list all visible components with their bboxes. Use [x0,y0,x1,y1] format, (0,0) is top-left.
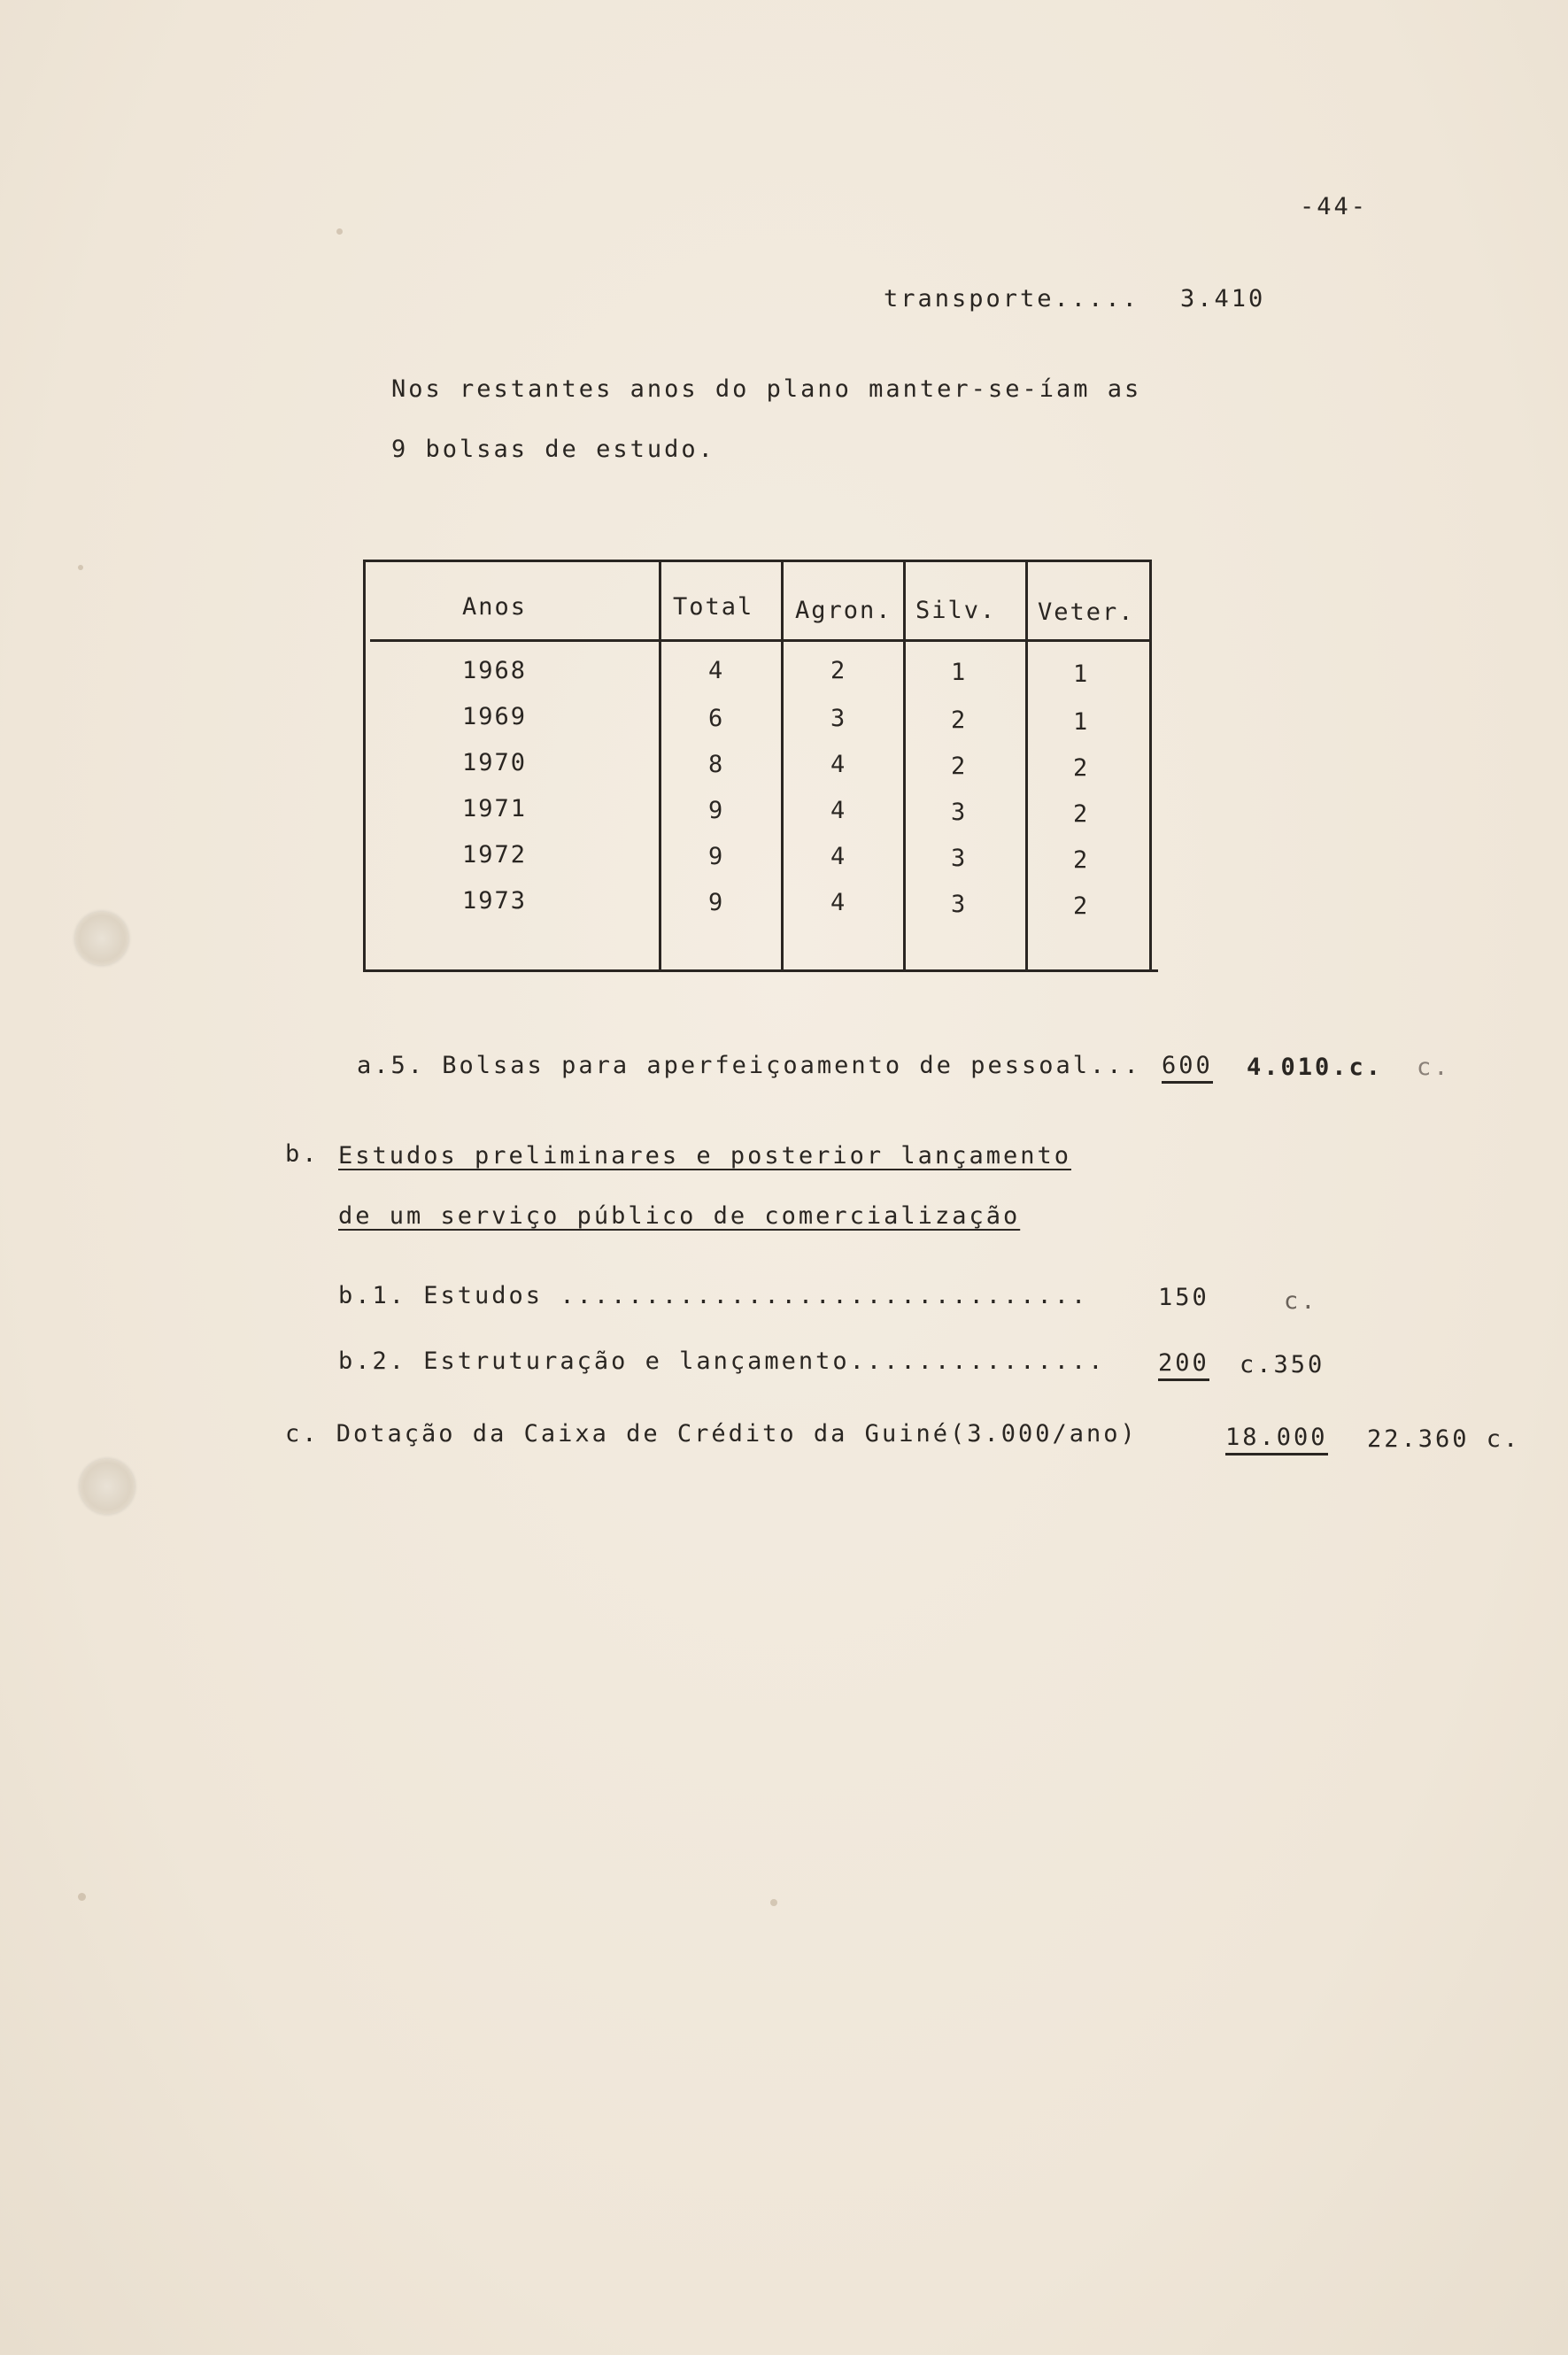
item-c-value: 18.000 [1225,1425,1328,1455]
item-b-title-line2: de um serviço público de comercialização [338,1202,1021,1230]
stain-spot [336,228,343,235]
table-cell: 2 [830,657,847,684]
table-cell: 4 [830,889,847,916]
table-cell: 8 [708,751,725,778]
header-total: Total [673,593,754,621]
stain-spot [78,1893,86,1901]
item-b1-label: b.1. Estudos ............................... [338,1282,1089,1309]
table-cell: 3 [951,799,968,826]
stain-spot [770,1899,777,1906]
item-b2-value: 200 [1158,1351,1209,1381]
transport-label: transporte..... [884,285,1139,313]
table-cell: 3 [830,705,847,732]
table-cell: 3 [951,891,968,918]
item-a5-total: 4.010.c. [1247,1054,1384,1081]
page-number: -44- [1300,193,1369,220]
table-cell: 4 [830,751,847,778]
table-cell: 1 [1073,660,1090,688]
table-cell: 4 [708,657,725,684]
header-anos: Anos [462,593,528,621]
table-cell: 2 [1073,754,1090,782]
table-cell: 4 [830,843,847,870]
table-top-border [363,560,1151,562]
table-row: 1971 [462,795,528,822]
scholarship-table [363,560,1151,971]
item-c-total: 22.360 c. [1367,1425,1521,1453]
table-cell: 2 [1073,800,1090,828]
intro-line-1: Nos restantes anos do plano manter-se-íam as [391,375,1142,403]
table-row: 1970 [462,749,528,776]
item-c-label: c. Dotação da Caixa de Crédito da Guiné(3.000/ano) [285,1420,1138,1448]
table-col-divider [903,560,906,971]
table-col-divider [659,560,661,971]
table-row: 1969 [462,703,528,730]
item-b-marker: b. [285,1140,320,1168]
item-b2-total: c.350 [1240,1351,1325,1378]
table-cell: 2 [951,753,968,780]
table-left-border [363,560,366,971]
table-row: 1968 [462,657,528,684]
item-b-title-line1: Estudos preliminares e posterior lançamento [338,1142,1071,1170]
header-agron: Agron. [795,597,892,624]
table-cell: 2 [1073,892,1090,920]
table-right-border [1149,560,1152,971]
table-cell: 4 [830,797,847,824]
item-a5-suffix: c. [1417,1054,1451,1081]
table-row: 1973 [462,887,528,915]
punch-hole-top [75,912,128,965]
table-cell: 2 [951,706,968,734]
header-veter: Veter. [1038,598,1135,626]
table-bottom-border [363,969,1158,972]
table-header-divider [370,639,1149,642]
header-silv: Silv. [915,597,997,624]
table-row: 1972 [462,841,528,869]
table-cell: 6 [708,705,725,732]
item-b1-value: 150 [1158,1284,1209,1311]
table-cell: 1 [1073,708,1090,736]
item-b2-label: b.2. Estruturação e lançamento............... [338,1347,1106,1375]
transport-value: 3.410 [1180,285,1266,313]
item-b1-suffix: c. [1284,1287,1318,1315]
item-a5-value: 600 [1162,1054,1213,1084]
table-cell: 2 [1073,846,1090,874]
table-cell: 9 [708,797,725,824]
stain-spot [78,565,83,570]
table-col-divider [781,560,784,971]
table-cell: 9 [708,843,725,870]
table-cell: 9 [708,889,725,916]
table-cell: 3 [951,845,968,872]
item-a5-label: a.5. Bolsas para aperfeiçoamento de pessoal... [357,1052,1141,1079]
table-col-divider [1025,560,1028,971]
punch-hole-bottom [80,1459,135,1514]
table-cell: 1 [951,659,968,686]
intro-line-2: 9 bolsas de estudo. [391,436,715,463]
